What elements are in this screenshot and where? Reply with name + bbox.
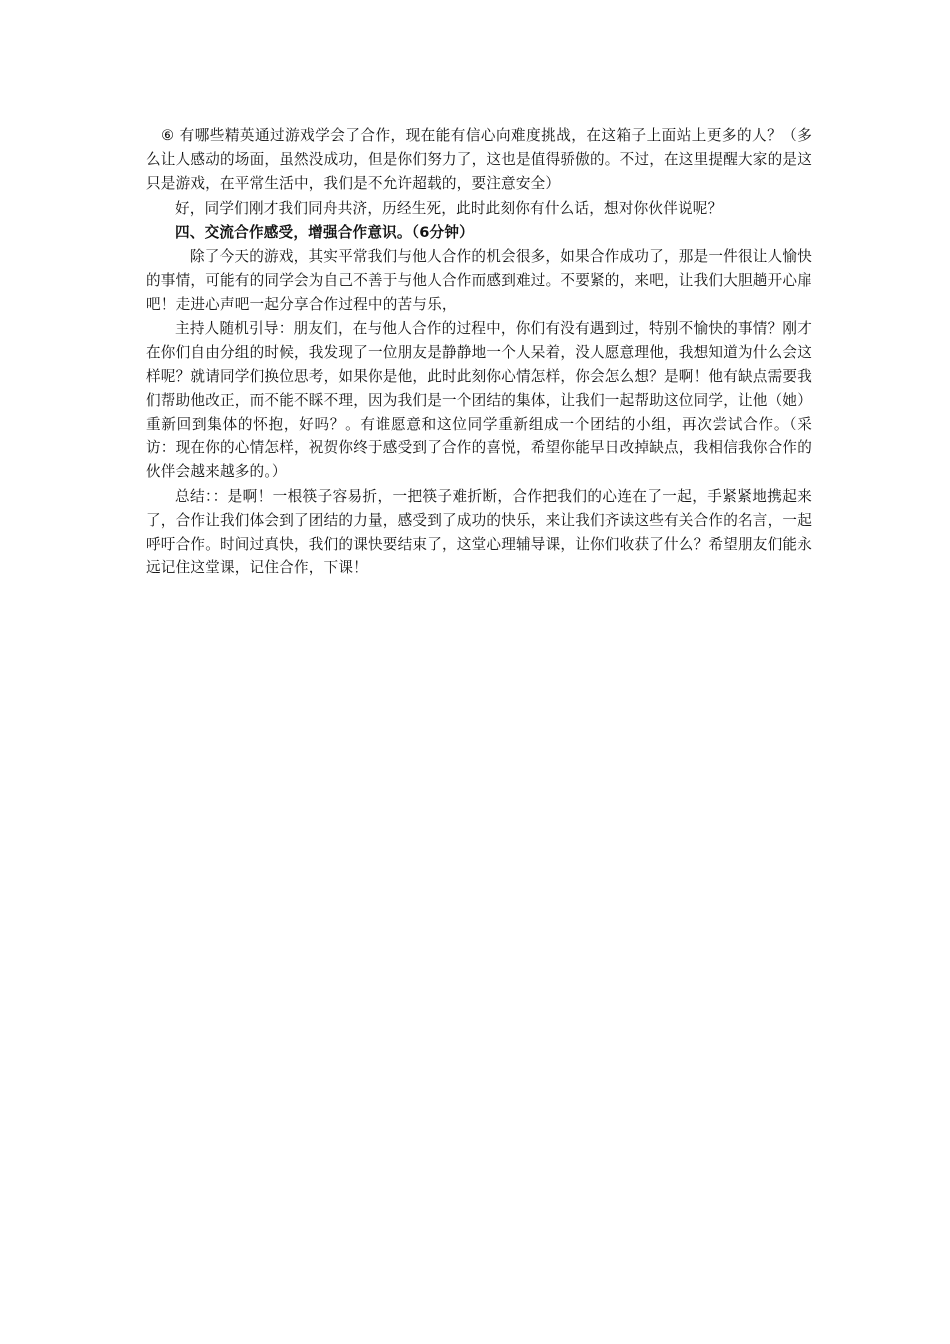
paragraph-activity-six: ⑥ 有哪些精英通过游戏学会了合作，现在能有信心向难度挑战，在这箱子上面站上更多的人？（多么让人感动的场面，虽然没成功，但是你们努力了，这也是值得骄傲的。不过，在这里提醒大家的是这只是游戏，在平常生活中，我们是不允许超载的，要注意安全） — [146, 127, 812, 192]
document-page — [146, 124, 812, 580]
section-heading-four: 四、交流合作感受，增强合作意识。（6分钟） — [175, 224, 474, 242]
paragraph-host-guidance: 主持人随机引导：朋友们，在与他人合作的过程中，你们有没有遇到过，特别不愉快的事情？刚才在你们自由分组的时候，我发现了一位朋友是静静地一个人呆着，没人愿意理他，我想知道为什么会这样呢？就请同学们换位思考，如果你是他，此时此刻你心情怎样，你会怎么想？是啊！他有缺点需要我们帮助他改正，而不能不睬不理，因为我们是一个团结的集体，让我们一起帮助这位同学，让他（她）重新回到集体的怀抱，好吗？。有谁愿意和这位同学重新组成一个团结的小组，再次尝试合作。（采访：现在你的心情怎样，祝贺你终于感受到了合作的喜悦，希望你能早日改掉缺点，我相信我你合作的伙伴会越来越多的。） — [146, 320, 812, 481]
paragraph-cooperation-intro: 除了今天的游戏，其实平常我们与他人合作的机会很多，如果合作成功了，那是一件很让人愉快的事情，可能有的同学会为自己不善于与他人合作而感到难过。不要紧的，来吧，让我们大胆趟开心扉吧！走进心声吧一起分享合作过程中的苦与乐， — [146, 247, 812, 313]
paragraph-summary: 总结：：是啊！一根筷子容易折，一把筷子难折断，合作把我们的心连在了一起，手紧紧地携起来了，合作让我们体会到了团结的力量，感受到了成功的快乐，来让我们齐读这些有关合作的名言，一起呼吁合作。时间过真快，我们的课快要结束了，这堂心理辅导课，让你们收获了什么？希望朋友们能永远记住这堂课，记住合作，下课！ — [146, 487, 812, 577]
paragraph-partner-talk: 好，同学们刚才我们同舟共济，历经生死，此时此刻你有什么话，想对你伙伴说呢？ — [175, 200, 723, 218]
